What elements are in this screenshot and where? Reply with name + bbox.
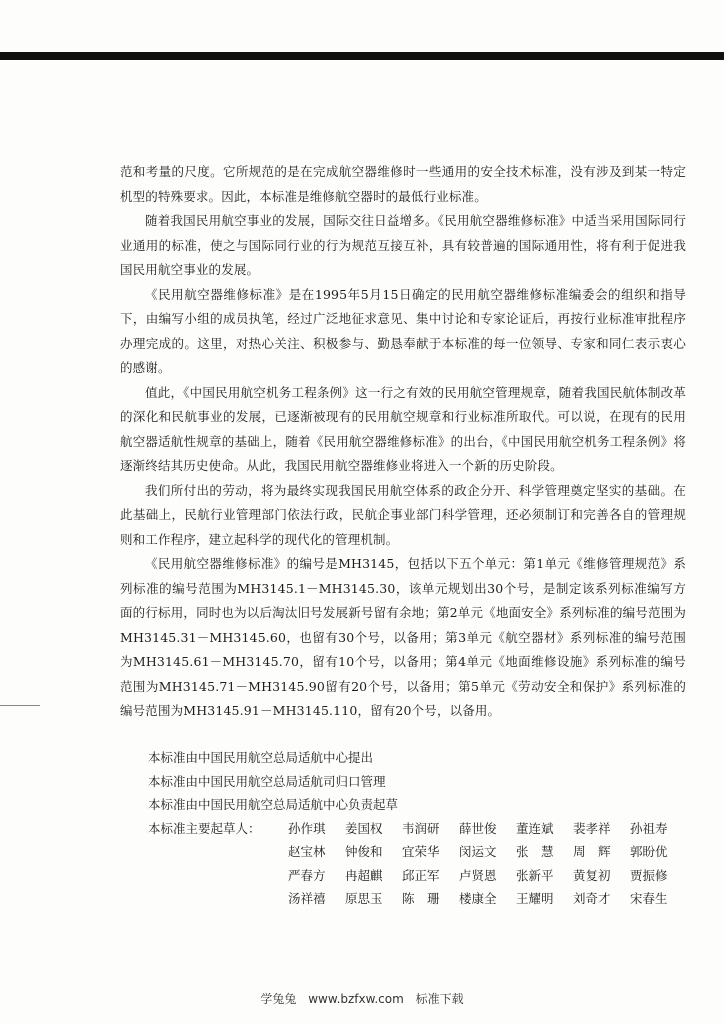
drafters-block <box>148 817 688 911</box>
paragraph-management-foundation: 我们所付出的劳动，将为最终实现我国民用航空体系的政企分开、科学管理奠定坚实的基础。在此基础上，民航行业管理部门依法行政，民航企事业部门科学管理，还必须制订和完善各自的管理规则和工作程序，建立起科学的现代化的管理机制。 <box>120 482 686 547</box>
drafter-name: 孙祖寿 <box>630 820 668 836</box>
drafter-name: 宋春生 <box>630 891 668 906</box>
margin-tick-mark <box>0 705 40 706</box>
drafter-name: 张 慧 <box>516 844 554 859</box>
paragraph-continuation: 范和考量的尺度。它所规范的是在完成航空器维修时一些通用的安全技术标准，没有涉及到某一特定机型的特殊要求。因此，本标准是维修航空器时的最低行业标准。 <box>120 164 686 204</box>
drafter-name: 孙作琪 <box>288 820 326 836</box>
proposed-by-line: 本标准由中国民用航空总局适航中心提出 <box>148 750 374 765</box>
drafters-label: 本标准主要起草人： <box>148 820 261 836</box>
drafter-name: 裴孝祥 <box>573 820 611 836</box>
foreword-body <box>120 160 686 724</box>
managed-by-line: 本标准由中国民用航空总局适航司归口管理 <box>148 773 386 789</box>
top-black-rule <box>0 52 724 60</box>
drafter-name: 陈 珊 <box>402 891 440 906</box>
paragraph-regulation-replacement: 值此，《中国民用航空机务工程条例》这一行之有效的民用航空管理规章，随着我国民航体制改革的深化和民航事业的发展，已逐渐被现有的民用航空规章和行业标准所取代。可以说，在现有的民用航空器适航性规章的基础上，随着《民用航空器维修标准》的出台，《中国民用航空机务工程条例》将逐渐终结其历史使命。从此，我国民用航空器维修业将进入一个新的历史阶段。 <box>120 384 686 473</box>
paragraph-international-standards: 随着我国民用航空事业的发展，国际交往日益增多。《民用航空器维修标准》中适当采用国际同行业通用的标准，使之与国际同行业的行为规范互接互补，具有较普遍的国际通用性，将有利于促进我国民用航空事业的发展。 <box>120 213 686 277</box>
drafter-name: 韦润研 <box>402 820 440 836</box>
drafter-name: 赵宝林 <box>288 844 326 859</box>
drafter-name: 汤祥禧 <box>288 891 326 906</box>
drafters-list <box>288 817 687 911</box>
paragraph-numbering-scheme: 《民用航空器维修标准》的编号是MH3145，包括以下五个单元：第1单元《维修管理规范》系列标准的编号范围为MH3145.1－MH3145.30，该单元规划出30个号，是制定该系列标准编写方面的行标用，同时也为以后淘汰旧号发展新号留有余地；第2单元《地面安全》系列标准的编号范围为MH3145.31－MH3145.60，也留有30个号，以备用；第3单元《航空器材》系列标准的编号范围为MH3145.61－MH3145.70，留有10个号，以备用；第4单元《地面维修设施》系列标准的编号范围为MH3145.71－MH3145.90留有20个号，以备用；第5单元《劳动安全和保护》系列标准的编号范围为MH3145.91－MH3145.110，留有20个号，以备用。 <box>120 556 686 718</box>
drafter-name: 周 辉 <box>573 844 611 859</box>
drafter-name: 宜荣华 <box>402 844 440 859</box>
drafter-name: 张新平 <box>516 867 554 883</box>
drafter-name: 郭盼优 <box>630 844 668 859</box>
watermark-footer: 学兔兔 www.bzfxw.com 标准下载 <box>260 992 464 1006</box>
drafter-name: 闵运文 <box>459 844 497 859</box>
drafter-name: 严春方 <box>288 867 326 883</box>
paragraph-compilation-history: 《民用航空器维修标准》是在1995年5月15日确定的民用航空器维修标准编委会的组织和指导下，由编写小组的成员执笔，经过广泛地征求意见、集中讨论和专家论证后，再按行业标准审批程序办理完成的。这里，对热心关注、积极参与、勤恳奉献于本标准的每一位领导、专家和同仁表示衷心的感谢。 <box>120 286 686 375</box>
drafter-name: 邱正军 <box>402 867 440 883</box>
drafter-name: 姜国权 <box>345 820 383 836</box>
drafter-name: 贾振修 <box>630 867 668 883</box>
drafter-name: 冉超麒 <box>345 867 383 883</box>
drafter-name: 原思玉 <box>345 891 383 906</box>
drafter-name: 刘奇才 <box>573 891 611 906</box>
drafter-name: 黄复初 <box>573 867 611 883</box>
standard-credits <box>148 746 688 911</box>
drafter-name: 董连斌 <box>516 820 554 836</box>
drafter-name: 薛世俊 <box>459 820 497 836</box>
drafter-name: 王耀明 <box>516 891 554 906</box>
drafter-name: 楼康全 <box>459 891 497 906</box>
drafted-by-line: 本标准由中国民用航空总局适航中心负责起草 <box>148 797 399 812</box>
drafter-name: 钟俊和 <box>345 844 383 859</box>
drafter-name: 卢贤恩 <box>459 867 497 883</box>
